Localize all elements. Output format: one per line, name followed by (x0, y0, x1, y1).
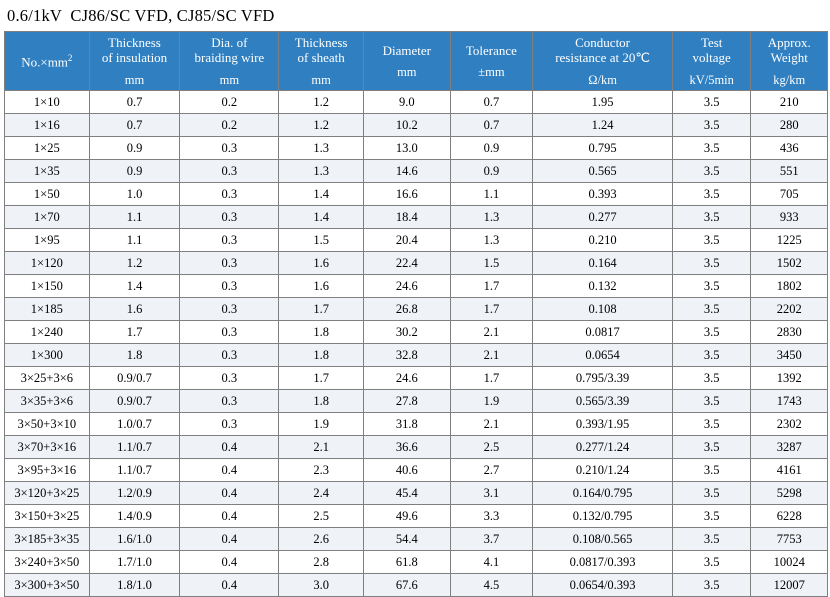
table-row (5, 252, 828, 275)
column-header-diameter (363, 32, 450, 91)
cell-sheath-thickness: 1.7 (279, 298, 364, 321)
cell-diameter: 32.8 (363, 344, 450, 367)
cell-approx-weight: 1392 (751, 367, 828, 390)
cell-insulation-thickness: 1.6 (89, 298, 180, 321)
header-text-approx-weight: Approx. Weight (767, 35, 811, 66)
cell-test-voltage: 3.5 (672, 459, 751, 482)
table-row (5, 114, 828, 137)
cell-sheath-thickness: 2.4 (279, 482, 364, 505)
cell-sheath-thickness: 2.6 (279, 528, 364, 551)
header-text-test-voltage: Test voltage (692, 35, 731, 66)
cell-test-voltage: 3.5 (672, 160, 751, 183)
cell-insulation-thickness: 1.2 (89, 252, 180, 275)
cell-test-voltage: 3.5 (672, 229, 751, 252)
cell-diameter: 31.8 (363, 413, 450, 436)
header-text-diameter: Diameter (382, 42, 431, 58)
cell-size: 3×300+3×50 (5, 574, 90, 597)
cell-sheath-thickness: 1.8 (279, 321, 364, 344)
cell-tolerance: 3.3 (450, 505, 533, 528)
cell-sheath-thickness: 1.4 (279, 206, 364, 229)
cell-diameter: 36.6 (363, 436, 450, 459)
cell-approx-weight: 3287 (751, 436, 828, 459)
cell-size: 1×16 (5, 114, 90, 137)
table-header (5, 32, 828, 91)
cell-insulation-thickness: 1.0/0.7 (89, 413, 180, 436)
cell-size: 1×70 (5, 206, 90, 229)
header-text-braiding-wire-dia: Dia. of braiding wire (194, 35, 265, 66)
cell-braiding-wire-dia: 0.3 (180, 413, 279, 436)
cell-sheath-thickness: 1.3 (279, 137, 364, 160)
cell-braiding-wire-dia: 0.4 (180, 528, 279, 551)
cell-sheath-thickness: 1.8 (279, 390, 364, 413)
cell-tolerance: 2.5 (450, 436, 533, 459)
cell-braiding-wire-dia: 0.3 (180, 367, 279, 390)
column-header-size (5, 32, 90, 91)
cell-sheath-thickness: 1.4 (279, 183, 364, 206)
cell-test-voltage: 3.5 (672, 390, 751, 413)
header-text-conductor-resistance: Conductor resistance at 20℃ (555, 35, 650, 66)
table-row (5, 390, 828, 413)
cell-conductor-resistance: 0.393/1.95 (533, 413, 673, 436)
cell-test-voltage: 3.5 (672, 298, 751, 321)
cell-tolerance: 4.1 (450, 551, 533, 574)
cell-diameter: 67.6 (363, 574, 450, 597)
cell-conductor-resistance: 0.277 (533, 206, 673, 229)
cell-conductor-resistance: 0.132/0.795 (533, 505, 673, 528)
cell-test-voltage: 3.5 (672, 551, 751, 574)
cell-insulation-thickness: 1.2/0.9 (89, 482, 180, 505)
cell-conductor-resistance: 0.210 (533, 229, 673, 252)
cell-braiding-wire-dia: 0.3 (180, 137, 279, 160)
cell-size: 1×25 (5, 137, 90, 160)
cell-braiding-wire-dia: 0.4 (180, 459, 279, 482)
cell-test-voltage: 3.5 (672, 482, 751, 505)
cell-diameter: 40.6 (363, 459, 450, 482)
cell-approx-weight: 1743 (751, 390, 828, 413)
cell-sheath-thickness: 1.7 (279, 367, 364, 390)
cell-size: 3×35+3×6 (5, 390, 90, 413)
cell-approx-weight: 4161 (751, 459, 828, 482)
cell-sheath-thickness: 1.2 (279, 91, 364, 114)
cell-test-voltage: 3.5 (672, 114, 751, 137)
cell-approx-weight: 6228 (751, 505, 828, 528)
cell-approx-weight: 10024 (751, 551, 828, 574)
cell-tolerance: 2.1 (450, 344, 533, 367)
cell-test-voltage: 3.5 (672, 321, 751, 344)
cell-tolerance: 2.1 (450, 413, 533, 436)
cell-conductor-resistance: 0.277/1.24 (533, 436, 673, 459)
cell-size: 3×150+3×25 (5, 505, 90, 528)
cell-conductor-resistance: 0.0817 (533, 321, 673, 344)
cell-insulation-thickness: 1.6/1.0 (89, 528, 180, 551)
cell-size: 1×35 (5, 160, 90, 183)
cell-test-voltage: 3.5 (672, 528, 751, 551)
header-unit-insulation-thickness: mm (124, 72, 145, 87)
column-header-test-voltage (672, 32, 751, 91)
cell-size: 1×120 (5, 252, 90, 275)
cell-braiding-wire-dia: 0.2 (180, 91, 279, 114)
cell-insulation-thickness: 0.9 (89, 137, 180, 160)
cell-diameter: 9.0 (363, 91, 450, 114)
cell-tolerance: 1.7 (450, 275, 533, 298)
cell-insulation-thickness: 1.1/0.7 (89, 459, 180, 482)
cell-insulation-thickness: 1.8/1.0 (89, 574, 180, 597)
cell-insulation-thickness: 0.9/0.7 (89, 390, 180, 413)
header-row (5, 32, 828, 91)
cell-sheath-thickness: 2.5 (279, 505, 364, 528)
header-unit-approx-weight: kg/km (773, 72, 806, 87)
table-row (5, 298, 828, 321)
cell-sheath-thickness: 1.8 (279, 344, 364, 367)
cell-insulation-thickness: 0.9 (89, 160, 180, 183)
cell-diameter: 24.6 (363, 275, 450, 298)
column-header-conductor-resistance (533, 32, 673, 91)
cell-insulation-thickness: 1.8 (89, 344, 180, 367)
cell-braiding-wire-dia: 0.3 (180, 275, 279, 298)
table-row (5, 344, 828, 367)
cell-sheath-thickness: 2.8 (279, 551, 364, 574)
cell-conductor-resistance: 1.24 (533, 114, 673, 137)
cell-braiding-wire-dia: 0.3 (180, 252, 279, 275)
cell-test-voltage: 3.5 (672, 91, 751, 114)
cell-size: 1×240 (5, 321, 90, 344)
cell-diameter: 24.6 (363, 367, 450, 390)
cell-test-voltage: 3.5 (672, 252, 751, 275)
cell-tolerance: 3.1 (450, 482, 533, 505)
cell-diameter: 18.4 (363, 206, 450, 229)
cell-conductor-resistance: 0.565/3.39 (533, 390, 673, 413)
column-header-insulation-thickness (89, 32, 180, 91)
cell-size: 3×120+3×25 (5, 482, 90, 505)
cell-test-voltage: 3.5 (672, 413, 751, 436)
cell-sheath-thickness: 1.2 (279, 114, 364, 137)
header-unit-conductor-resistance: Ω/km (588, 72, 617, 87)
cell-sheath-thickness: 3.0 (279, 574, 364, 597)
cell-size: 1×95 (5, 229, 90, 252)
table-row (5, 413, 828, 436)
cell-approx-weight: 1225 (751, 229, 828, 252)
cell-size: 3×70+3×16 (5, 436, 90, 459)
cell-braiding-wire-dia: 0.3 (180, 183, 279, 206)
cell-diameter: 26.8 (363, 298, 450, 321)
cell-test-voltage: 3.5 (672, 436, 751, 459)
cell-test-voltage: 3.5 (672, 344, 751, 367)
cell-braiding-wire-dia: 0.2 (180, 114, 279, 137)
cell-tolerance: 3.7 (450, 528, 533, 551)
cell-test-voltage: 3.5 (672, 206, 751, 229)
cell-approx-weight: 705 (751, 183, 828, 206)
column-header-sheath-thickness (279, 32, 364, 91)
cell-size: 1×50 (5, 183, 90, 206)
cell-approx-weight: 280 (751, 114, 828, 137)
cell-insulation-thickness: 0.9/0.7 (89, 367, 180, 390)
cell-braiding-wire-dia: 0.3 (180, 390, 279, 413)
cell-conductor-resistance: 0.164/0.795 (533, 482, 673, 505)
cell-braiding-wire-dia: 0.3 (180, 160, 279, 183)
cell-conductor-resistance: 0.132 (533, 275, 673, 298)
cell-size: 1×185 (5, 298, 90, 321)
cell-tolerance: 1.7 (450, 298, 533, 321)
cell-conductor-resistance: 0.795 (533, 137, 673, 160)
cell-tolerance: 0.7 (450, 91, 533, 114)
cell-insulation-thickness: 1.1 (89, 206, 180, 229)
cell-approx-weight: 7753 (751, 528, 828, 551)
header-text-tolerance: Tolerance (465, 42, 517, 58)
cell-approx-weight: 933 (751, 206, 828, 229)
cell-sheath-thickness: 1.6 (279, 252, 364, 275)
cell-braiding-wire-dia: 0.4 (180, 551, 279, 574)
cell-approx-weight: 436 (751, 137, 828, 160)
cell-size: 3×95+3×16 (5, 459, 90, 482)
table-row (5, 528, 828, 551)
table-row (5, 206, 828, 229)
cell-tolerance: 4.5 (450, 574, 533, 597)
header-unit-test-voltage: kV/5min (689, 72, 734, 87)
cell-insulation-thickness: 0.7 (89, 91, 180, 114)
cell-braiding-wire-dia: 0.4 (180, 574, 279, 597)
table-row (5, 436, 828, 459)
header-text-size: $No.\times mm^2$ (21, 52, 73, 70)
table-row (5, 367, 828, 390)
cell-size: 3×25+3×6 (5, 367, 90, 390)
cell-size: 1×150 (5, 275, 90, 298)
cell-insulation-thickness: 1.4 (89, 275, 180, 298)
cell-size: 1×10 (5, 91, 90, 114)
table-body (5, 91, 828, 597)
cell-tolerance: 1.3 (450, 229, 533, 252)
cell-diameter: 54.4 (363, 528, 450, 551)
cell-diameter: 30.2 (363, 321, 450, 344)
cell-braiding-wire-dia: 0.4 (180, 482, 279, 505)
cell-diameter: 16.6 (363, 183, 450, 206)
table-row (5, 574, 828, 597)
cell-approx-weight: 210 (751, 91, 828, 114)
cell-braiding-wire-dia: 0.4 (180, 436, 279, 459)
cell-conductor-resistance: 0.108/0.565 (533, 528, 673, 551)
cell-tolerance: 0.9 (450, 160, 533, 183)
cell-approx-weight: 551 (751, 160, 828, 183)
cell-conductor-resistance: 0.795/3.39 (533, 367, 673, 390)
cell-size: 3×50+3×10 (5, 413, 90, 436)
table-row (5, 229, 828, 252)
cell-conductor-resistance: 0.210/1.24 (533, 459, 673, 482)
cell-tolerance: 1.1 (450, 183, 533, 206)
table-row (5, 137, 828, 160)
cell-diameter: 61.8 (363, 551, 450, 574)
cell-diameter: 22.4 (363, 252, 450, 275)
cell-tolerance: 2.1 (450, 321, 533, 344)
cell-diameter: 10.2 (363, 114, 450, 137)
cell-diameter: 27.8 (363, 390, 450, 413)
cell-diameter: 45.4 (363, 482, 450, 505)
cell-diameter: 13.0 (363, 137, 450, 160)
cell-diameter: 14.6 (363, 160, 450, 183)
cell-approx-weight: 5298 (751, 482, 828, 505)
cell-sheath-thickness: 1.9 (279, 413, 364, 436)
cell-braiding-wire-dia: 0.3 (180, 206, 279, 229)
cell-sheath-thickness: 1.6 (279, 275, 364, 298)
cell-approx-weight: 3450 (751, 344, 828, 367)
cell-size: 1×300 (5, 344, 90, 367)
cell-test-voltage: 3.5 (672, 137, 751, 160)
cell-insulation-thickness: 1.1 (89, 229, 180, 252)
cell-conductor-resistance: 0.0654 (533, 344, 673, 367)
cell-braiding-wire-dia: 0.3 (180, 229, 279, 252)
header-unit-sheath-thickness: mm (311, 72, 331, 87)
cell-insulation-thickness: 1.0 (89, 183, 180, 206)
cell-sheath-thickness: 2.1 (279, 436, 364, 459)
table-row (5, 505, 828, 528)
cell-conductor-resistance: 0.393 (533, 183, 673, 206)
cell-size: 3×185+3×35 (5, 528, 90, 551)
cell-braiding-wire-dia: 0.4 (180, 505, 279, 528)
header-text-insulation-thickness: Thickness of insulation (101, 35, 168, 66)
cell-conductor-resistance: 0.0817/0.393 (533, 551, 673, 574)
cell-tolerance: 0.9 (450, 137, 533, 160)
cell-conductor-resistance: 0.0654/0.393 (533, 574, 673, 597)
cell-tolerance: 1.3 (450, 206, 533, 229)
cell-approx-weight: 2202 (751, 298, 828, 321)
cell-test-voltage: 3.5 (672, 367, 751, 390)
table-row (5, 275, 828, 298)
cell-test-voltage: 3.5 (672, 275, 751, 298)
cell-braiding-wire-dia: 0.3 (180, 321, 279, 344)
cell-approx-weight: 1802 (751, 275, 828, 298)
table-row (5, 459, 828, 482)
header-unit-tolerance: ±mm (478, 64, 505, 79)
cell-insulation-thickness: 1.7/1.0 (89, 551, 180, 574)
cell-tolerance: 1.9 (450, 390, 533, 413)
table-row (5, 482, 828, 505)
cell-conductor-resistance: 0.108 (533, 298, 673, 321)
cell-approx-weight: 1502 (751, 252, 828, 275)
cell-braiding-wire-dia: 0.3 (180, 298, 279, 321)
cell-insulation-thickness: 1.1/0.7 (89, 436, 180, 459)
header-unit-braiding-wire-dia: mm (219, 72, 240, 87)
cell-insulation-thickness: 1.4/0.9 (89, 505, 180, 528)
cell-conductor-resistance: 1.95 (533, 91, 673, 114)
table-row (5, 321, 828, 344)
cell-approx-weight: 2830 (751, 321, 828, 344)
cell-diameter: 49.6 (363, 505, 450, 528)
header-text-sheath-thickness: Thickness of sheath (294, 35, 348, 66)
cell-sheath-thickness: 2.3 (279, 459, 364, 482)
table-row (5, 160, 828, 183)
cell-sheath-thickness: 1.3 (279, 160, 364, 183)
cell-approx-weight: 12007 (751, 574, 828, 597)
header-unit-diameter: mm (397, 64, 417, 79)
cell-conductor-resistance: 0.565 (533, 160, 673, 183)
column-header-tolerance (450, 32, 533, 91)
cell-test-voltage: 3.5 (672, 505, 751, 528)
cell-braiding-wire-dia: 0.3 (180, 344, 279, 367)
cell-insulation-thickness: 0.7 (89, 114, 180, 137)
cell-test-voltage: 3.5 (672, 574, 751, 597)
table-row (5, 183, 828, 206)
table-row (5, 91, 828, 114)
cell-tolerance: 2.7 (450, 459, 533, 482)
column-header-approx-weight (751, 32, 828, 91)
cell-size: 3×240+3×50 (5, 551, 90, 574)
cell-conductor-resistance: 0.164 (533, 252, 673, 275)
cell-tolerance: 1.5 (450, 252, 533, 275)
cell-tolerance: 0.7 (450, 114, 533, 137)
cell-sheath-thickness: 1.5 (279, 229, 364, 252)
page-title: 0.6/1kV CJ86/SC VFD, CJ85/SC VFD (7, 6, 275, 25)
cell-approx-weight: 2302 (751, 413, 828, 436)
table-row (5, 551, 828, 574)
cable-spec-table (4, 31, 828, 597)
cell-test-voltage: 3.5 (672, 183, 751, 206)
cell-diameter: 20.4 (363, 229, 450, 252)
cell-tolerance: 1.7 (450, 367, 533, 390)
cell-insulation-thickness: 1.7 (89, 321, 180, 344)
column-header-braiding-wire-dia (180, 32, 279, 91)
